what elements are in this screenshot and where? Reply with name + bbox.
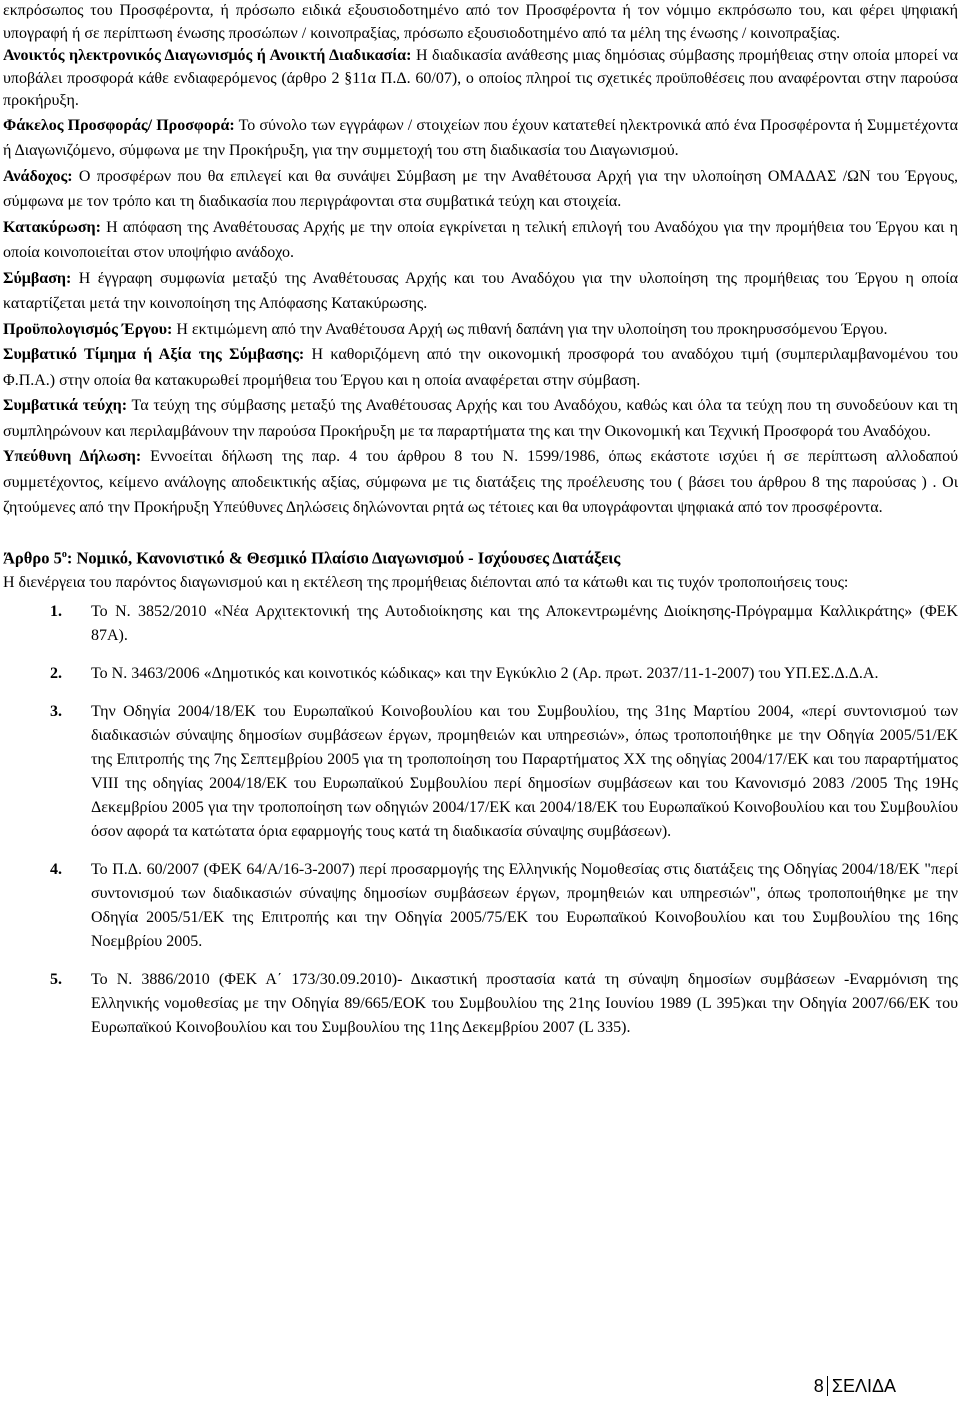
list-item-number: 2. [50, 664, 62, 682]
definition-text: Η έγγραφη συμφωνία μεταξύ της Αναθέτουσας Αρχής και του Αναδόχου για την υλοποίηση της προμήθειας του Έργου η οποία καταρτίζεται μετά την κοινοποίηση της Απόφασης Κατακύρωσης. [3, 269, 958, 312]
list-item-number: 5. [50, 970, 62, 988]
legislation-list [3, 600, 958, 1040]
definition-award [3, 215, 958, 266]
list-item-number: 1. [50, 602, 62, 620]
definition-budget [3, 317, 958, 343]
article-heading-prefix: Άρθρο 5 [3, 548, 62, 567]
definition-open-tender [3, 45, 958, 113]
list-item [3, 662, 958, 686]
article-intro: Η διενέργεια του παρόντος διαγωνισμού και η εκτέλεση της προμήθειας διέπονται από τα κάτωθι και τις τυχόν τροποποιήσεις τους: [3, 574, 849, 591]
definition-solemn-declaration [3, 444, 958, 521]
paragraph-intro [3, 0, 958, 45]
definition-term: Ανοικτός ηλεκτρονικός Διαγωνισμός ή Ανοικτή Διαδικασία: [3, 47, 412, 64]
document-body [3, 0, 958, 1054]
definition-term: Ανάδοχος: [3, 167, 73, 185]
definition-term: Προϋπολογισμός Έργου: [3, 320, 173, 338]
definition-text: Τα τεύχη της σύμβασης μεταξύ της Αναθέτουσας Αρχής και του Αναδόχου, καθώς και όλα τα τεύχη που τη συνοδεύουν και τη συμπληρώνουν και περιλαμβάνουν την παρούσα Προκήρυξη με τα παραρτήματα της και την Οικονομική και Τεχνική Προσφορά του Αναδόχου. [3, 397, 959, 440]
definition-term: Φάκελος Προσφοράς/ Προσφορά: [3, 116, 235, 134]
definition-term: Συμβατικό Τίμημα ή Αξία της Σύμβασης: [3, 346, 305, 363]
definition-contractor [3, 164, 958, 215]
list-item-number: 4. [50, 860, 62, 878]
list-item [3, 700, 958, 844]
definition-term: Υπεύθυνη Δήλωση: [3, 448, 142, 465]
list-item-text: Το Π.Δ. 60/2007 (ΦΕΚ 64/Α/16-3-2007) περί προσαρμογής της Ελληνικής Νομοθεσίας στις διατάξεις της Οδηγίας 2004/18/ΕΚ "περί συντονισμού των διαδικασιών σύναψης δημοσίων συμβάσεων έργων, προμηθειών και υπηρεσιών", όπως τροποποιήθηκε με την Οδηγία 2005/51/ΕΚ της Επιτροπής και την Οδηγία 2005/75/ΕΚ του Ευρωπαϊκού Κοινοβουλίου και του Συμβουλίου της 16ης Νοεμβρίου 2005. [91, 860, 958, 950]
page-number: 8 [813, 1376, 824, 1396]
definition-text: Το σύνολο των εγγράφων / στοιχείων που έχουν κατατεθεί ηλεκτρονικά από ένα Προσφέροντα ή Συμμετέχοντα ή Διαγωνιζόμενο, σύμφωνα με την Προκήρυξη, για την συμμετοχή του στη διαδικασία του Διαγωνισμού. [3, 116, 959, 159]
definition-term: Σύμβαση: [3, 269, 72, 287]
article-heading-superscript: ο [61, 548, 67, 560]
definition-term: Συμβατικά τεύχη: [3, 397, 128, 414]
definition-text: Η καθοριζόμενη από την οικονομική προσφορά του αναδόχου τιμή (συμπεριλαμβανομένου του Φ.Π.Α.) στην οποία θα κατακυρωθεί προμήθεια του Έργου και η οποία αναφέρεται στην σύμβαση. [3, 346, 958, 389]
definition-contract-documents [3, 393, 958, 444]
section-spacer [3, 521, 958, 543]
page-footer [814, 1376, 896, 1397]
article-heading [3, 543, 958, 571]
definition-text: Η εκτιμώμενη από την Αναθέτουσα Αρχή ως πιθανή δαπάνη για την υλοποίηση του προκηρυσσόμενου Έργου. [172, 320, 888, 338]
list-item-number: 3. [50, 702, 62, 720]
list-item [3, 968, 958, 1040]
definition-text: Η διαδικασία ανάθεσης μιας δημόσιας σύμβασης προμήθειας στην οποία μπορεί να υποβάλει προσφορά κάθε ενδιαφερόμενος (άρθρο 2 §11α Π.Δ. 60/07), ο οποίος πληροί τις σχετικές προϋποθέσεις που αναφέρονται στην παρούσα προκήρυξη. [3, 47, 959, 109]
list-item-text: Το Ν. 3463/2006 «Δημοτικός και κοινοτικός κώδικας» και την Εγκύκλιο 2 (Αρ. πρωτ. 2037/11-1-2007) του ΥΠ.ΕΣ.Δ.Δ.Α. [91, 664, 879, 682]
list-item-text: Την Οδηγία 2004/18/ΕΚ του Ευρωπαϊκού Κοινοβουλίου και του Συμβουλίου, της 31ης Μαρτίου 2004, «περί συντονισμού των διαδικασιών σύναψης δημοσίων συμβάσεων έργων, προμηθειών και υπηρεσιών», όπως τροποποιήθηκε με την Οδηγία 2005/51/ΕΚ της Επιτροπής της 7ης Σεπτεμβρίου 2005 για τη τροποποίηση του Παραρτήματος XX της οδηγίας 2004/17/ΕΚ και του παραρτήματος VIII της οδηγίας 2004/18/ΕΚ του Ευρωπαϊκού Συμβουλίου περί δημοσίων συμβάσεων και του Κανονισμό 2083 /2005 Της 19Ης Δεκεμβρίου 2005 για την τροποποίηση των οδηγιών 2004/17/ΕΚ και 2004/18/ΕΚ του Ευρωπαϊκού Κοινοβουλίου και του Συμβουλίου όσον αφορά τα κατώτατα όρια εφαρμογής τους κατά τη διαδικασία σύναψης συμβάσεων). [91, 702, 958, 840]
page-label: ΣΕΛΙΔΑ [827, 1376, 896, 1396]
article-heading-title: : Νομικό, Κανονιστικό & Θεσμικό Πλαίσιο Διαγωνισμού - Ισχύουσες Διατάξεις [66, 548, 621, 567]
definition-text: Εννοείται δήλωση της παρ. 4 του άρθρου 8 του Ν. 1599/1986, όπως εκάστοτε ισχύει ή σε περίπτωση αλλοδαπού συμμετέχοντος, κείμενο ανάλογης αποδεικτικής αξίας, σύμφωνα με τις διατάξεις της προέλευσης του ( βάσει του άρθρου 8 της παρούσας ) . Οι ζητούμενες από την Προκήρυξη Υπεύθυνες Δηλώσεις δηλώνονται ρητά ως τέτοιες και θα υπογράφονται ψηφιακά από τον προσφέροντα. [3, 448, 958, 516]
definition-contract [3, 266, 958, 317]
definition-term: Κατακύρωση: [3, 218, 101, 236]
list-item-text: Το Ν. 3886/2010 (ΦΕΚ Α΄ 173/30.09.2010)- Δικαστική προστασία κατά τη σύναψη δημοσίων συμβάσεων -Εναρμόνιση της Ελληνικής νομοθεσίας με την Οδηγία 89/665/ΕΟΚ του Συμβουλίου της 21ης Ιουνίου 1989 (L 395)και την Οδηγία 2007/66/ΕΚ του Ευρωπαϊκού Κοινοβουλίου και του Συμβουλίου της 11ης Δεκεμβρίου 2007 (L 335). [91, 970, 958, 1036]
definition-offer-folder [3, 113, 958, 164]
list-item-text: Το Ν. 3852/2010 «Νέα Αρχιτεκτονική της Αυτοδιοίκησης και της Αποκεντρωμένης Διοίκησης-Πρόγραμμα Καλλικράτης» (ΦΕΚ 87Α). [91, 602, 958, 644]
list-item [3, 858, 958, 954]
definition-text: Η απόφαση της Αναθέτουσας Αρχής με την οποία εγκρίνεται η τελική επιλογή του Αναδόχου για την προμήθεια του Έργου και η οποία κοινοποιείται στον υποψήφιο ανάδοχο. [3, 218, 958, 261]
paragraph-text: εκπρόσωπος του Προσφέροντα, ή πρόσωπο ειδικά εξουσιοδοτημένο από τον Προσφέροντα ή τον νόμιμο εκπρόσωπο του, και φέρει ψηφιακή υπογραφή ή σε περίπτωση ένωσης προσώπων / κοινοπραξίας, πρόσωπο εξουσιοδοτημένο από τα μέλη της ένωσης / κοινοπραξίας. [3, 2, 958, 42]
definition-contract-price [3, 342, 958, 393]
list-item [3, 600, 958, 648]
definition-text: Ο προσφέρων που θα επιλεγεί και θα συνάψει Σύμβαση με την Αναθέτουσα Αρχή για την υλοποίηση ΟΜΑΔΑΣ /ΩΝ του Έργους, σύμφωνα με τον τρόπο και τη διαδικασία που περιγράφονται στα συμβατικά τεύχη και στοιχεία. [3, 167, 958, 210]
